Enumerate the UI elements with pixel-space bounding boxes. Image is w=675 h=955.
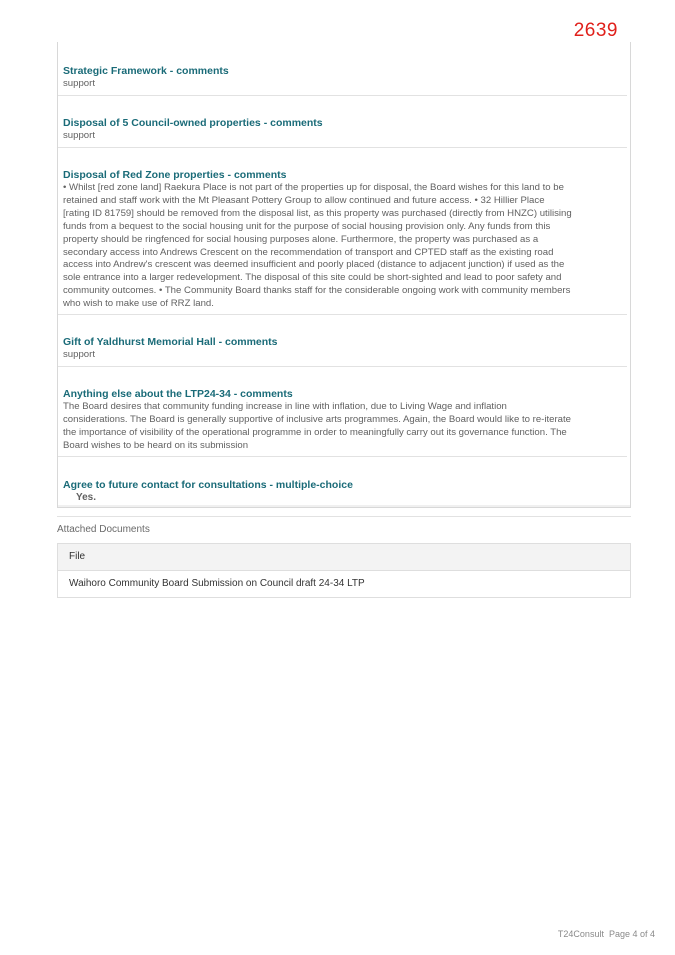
file-column-header: File [58, 544, 630, 571]
file-link[interactable]: Waihoro Community Board Submission on Council draft 24-34 LTP [69, 578, 365, 589]
question-label: Disposal of Red Zone properties - comments [63, 169, 287, 181]
question-label: Gift of Yaldhurst Memorial Hall - comments [63, 336, 278, 348]
divider [58, 314, 627, 315]
attached-files-table [57, 543, 631, 598]
footer-app-name: T24Consult [557, 929, 604, 939]
page-footer [558, 929, 655, 939]
answer-text: Yes. [76, 492, 97, 503]
box-bottom-bar [58, 505, 630, 507]
page-number: 2639 [573, 20, 618, 41]
divider [57, 516, 631, 517]
divider [58, 456, 627, 457]
section-disposal-council-properties [63, 117, 627, 143]
section-disposal-red-zone [63, 169, 627, 311]
section-strategic-framework [63, 65, 627, 91]
question-label: Anything else about the LTP24-34 - comments [63, 388, 293, 400]
divider [58, 147, 627, 148]
answer-text: • Whilst [red zone land] Raekura Place is not part of the properties up for disposal, the Board wishes for this land to be retained and staff work with the Mt Pleasant Pottery Group to allow continued and future access. • 32 Hillier Place [rating ID 81759] should be removed from the disposal list, as this property was purchased (directly from HNZC) utilising funds from a bequest to the social housing unit for the purpose of social housing provision only. Any funds from this property should be ringfenced for social housing purposes alone. Furthermore, the property was purchased as a secondary access into Andrews Crescent on the recommendation of transport and CPTED staff as the existing road access into Andrew's crescent was deemed insufficient and poorly placed (distance to adjacent junction) if used as the sole entrance into a larger redevelopment. The disposal of this site could be short-sighted and lead to poor safety and community outcomes. • The Community Board thanks staff for the considerable ongoing work with community members who wish to make use of RRZ land. [63, 182, 572, 310]
answer-text: support [63, 78, 95, 89]
footer-page-count: Page 4 of 4 [608, 929, 655, 939]
section-yaldhurst-hall [63, 336, 627, 362]
attached-documents-title: Attached Documents [57, 524, 150, 535]
question-label: Agree to future contact for consultations - multiple-choice [63, 479, 353, 491]
answer-text: support [63, 130, 95, 141]
question-label: Strategic Framework - comments [63, 65, 229, 77]
section-future-contact [63, 479, 627, 505]
answer-text: The Board desires that community funding increase in line with inflation, due to Living Wage and inflation considerations. The Board is generally supportive of inclusive arts programmes. Again, the Board would like to re-iterate the importance of visibility of the operational programme in order to meaningfully carry out its governance function. The Board wishes to be heard on its submission [63, 401, 572, 451]
question-label: Disposal of 5 Council-owned properties - comments [63, 117, 323, 129]
submission-form [57, 42, 631, 508]
divider [58, 366, 627, 367]
divider [58, 95, 627, 96]
section-anything-else [63, 388, 627, 453]
answer-text: support [63, 349, 95, 360]
